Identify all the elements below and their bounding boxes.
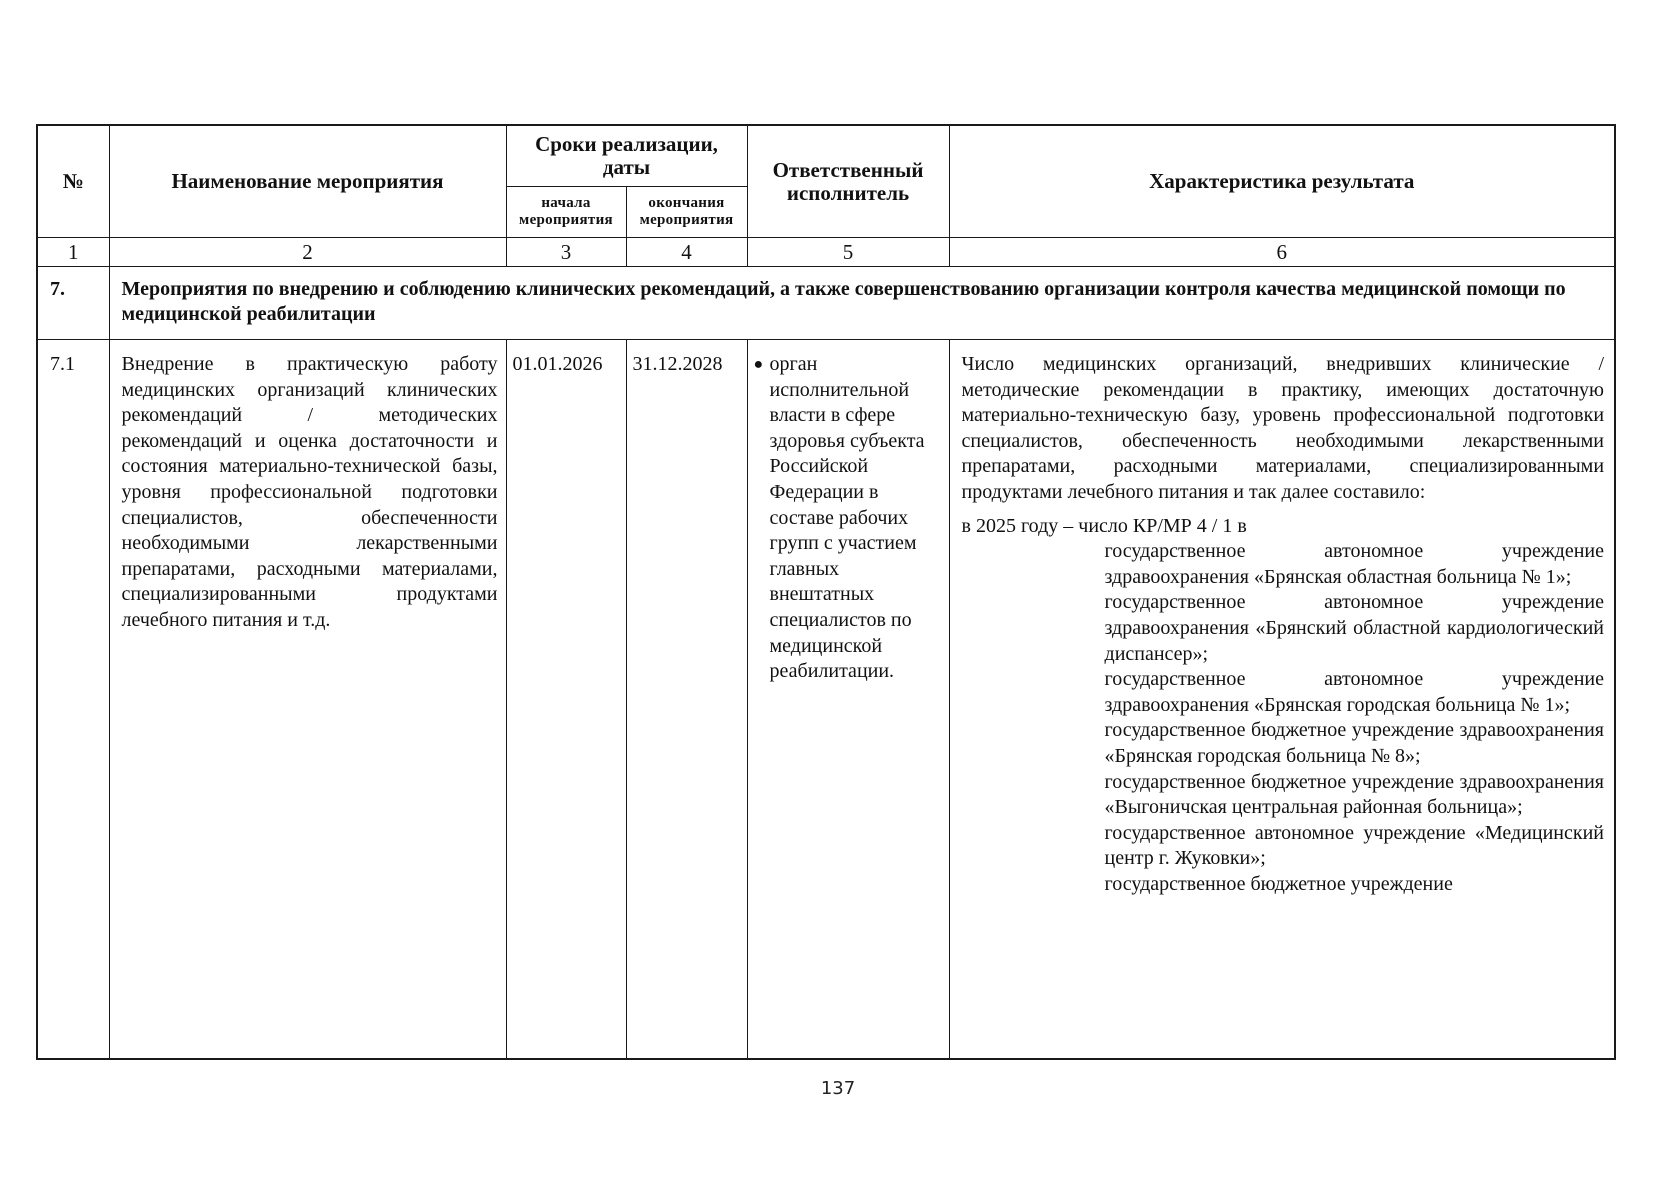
list-item: государственное автономное учреждение «Медицинский центр г. Жуковки»; [1104, 821, 1605, 870]
result-year: в 2025 году – число КР/МР 4 / 1 в [961, 514, 1247, 537]
responsible-item [754, 352, 943, 685]
result-intro: Число медицинских организаций, внедривших клинические / методические рекомендации в практику, имеющих достаточную материально-техническую базу, уровень профессиональной подготовки специалистов, обеспеченность необходимыми лекарственными препаратами, расходными материалами, специализированными продуктами лечебного питания и так далее составило: [961, 353, 1605, 503]
column-number: 3 [506, 238, 626, 267]
measures-table [36, 124, 1616, 1060]
column-number: 1 [37, 238, 109, 267]
column-number: 6 [949, 238, 1615, 267]
page-number: 137 [820, 1078, 856, 1099]
column-number: 2 [109, 238, 506, 267]
list-item: государственное автономное учреждение здравоохранения «Брянская областная больница № 1»; [1104, 540, 1605, 588]
column-numbers-row [37, 238, 1615, 267]
row-name: Внедрение в практическую работу медицинских организаций клинических рекомендаций / методических рекомендаций и оценка достаточности и состояния материально-технической базы, уровня профессиональной подготовки специалистов, обеспеченности необходимыми лекарственными препаратами, расходными материалами, специализированными продуктами лечебного питания и т.д. [109, 340, 506, 1060]
list-item: государственное автономное учреждение здравоохранения «Брянский областной кардиологический диспансер»; [1104, 591, 1605, 665]
organization-list [1105, 539, 1605, 897]
row-responsible [747, 340, 949, 1060]
header-responsible: Ответственный исполнитель [747, 125, 949, 238]
responsible-text: орган исполнительной власти в сфере здоровья субъекта Российской Федерации в составе рабочих групп с участием главных внештатных специалистов по медицинской реабилитации. [769, 353, 925, 683]
row-start-date: 01.01.2026 [506, 340, 626, 1060]
header-num: № [37, 125, 109, 238]
row-end-date: 31.12.2028 [626, 340, 747, 1060]
section-row [37, 267, 1615, 340]
table-row [37, 340, 1615, 1060]
header-name: Наименование мероприятия [109, 125, 506, 238]
list-item: государственное бюджетное учреждение здравоохранения «Выгоничская центральная районная больница»; [1104, 770, 1605, 819]
row-number: 7.1 [37, 340, 109, 1060]
header-result: Характеристика результата [949, 125, 1615, 238]
header-start: начала мероприятия [506, 187, 626, 238]
list-item: государственное автономное учреждение здравоохранения «Брянская городская больница № 1»; [1104, 668, 1605, 716]
header-row [37, 125, 1615, 187]
row-result [949, 340, 1615, 1060]
section-title: Мероприятия по внедрению и соблюдению клинических рекомендаций, а также совершенствованию организации контроля качества медицинской помощи по медицинской реабилитации [109, 267, 1615, 340]
column-number: 5 [747, 238, 949, 267]
list-item: государственное бюджетное учреждение здравоохранения «Брянская городская больница № 8»; [1104, 719, 1605, 767]
section-number: 7. [37, 267, 109, 340]
bullet-icon: ● [753, 356, 764, 373]
list-item: государственное бюджетное учреждение [1104, 872, 1453, 895]
header-terms: Сроки реализации, даты [506, 125, 747, 187]
header-end: окончания мероприятия [626, 187, 747, 238]
column-number: 4 [626, 238, 747, 267]
